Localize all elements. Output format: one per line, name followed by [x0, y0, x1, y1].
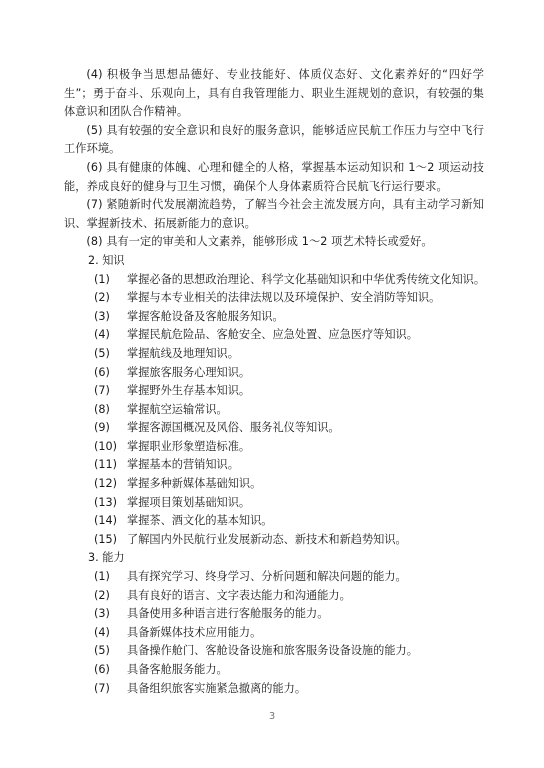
- list-item: [64, 624, 484, 643]
- ability-heading: 3. 能力: [88, 551, 125, 565]
- list-item-number: (12): [94, 477, 117, 491]
- list-item: [64, 326, 484, 345]
- list-item-number: (10): [94, 439, 117, 453]
- list-item-text: 具备组织旅客实施紧急撤离的能力。: [127, 681, 307, 695]
- list-item: [64, 568, 484, 587]
- list-item: [64, 364, 484, 383]
- list-item-number: (4): [94, 328, 110, 342]
- list-item-text: 了解国内外民航行业发展新动态、新技术和新趋势知识。: [127, 532, 407, 546]
- paragraph-4: (4) 积极争当思想品德好、专业技能好、体质仪态好、文化素养好的“四好学生”；勇于奋斗、乐观向上，具有自我管理能力、职业生涯规划的意识，有较强的集体意识和团队合作精神。: [64, 68, 484, 119]
- list-item: [64, 680, 484, 699]
- list-item-number: (6): [94, 663, 110, 676]
- list-item: [64, 271, 484, 290]
- list-item-text: 掌握航空运输常识。: [127, 402, 228, 416]
- list-item-text: 掌握客舱设备及客舱服务知识。: [127, 309, 284, 323]
- paragraph-8: (8) 具有一定的审美和人文素养，能够形成 1～2 项艺术特长或爱好。: [86, 235, 433, 249]
- ability-list: [64, 568, 484, 698]
- list-item-number: (4): [94, 625, 110, 639]
- list-item-number: (1): [94, 570, 110, 584]
- list-item-number: (8): [94, 402, 110, 416]
- list-item-text: 具备新媒体技术应用能力。: [127, 625, 262, 639]
- list-item-number: (2): [94, 588, 110, 602]
- list-item-number: (7): [94, 384, 110, 398]
- list-item-number: (15): [94, 532, 117, 546]
- list-item-text: 掌握基本的营销知识。: [127, 458, 239, 472]
- list-item-text: 掌握客源国概况及风俗、服务礼仪等知识。: [127, 421, 340, 435]
- list-item: [64, 438, 484, 457]
- list-item-text: 掌握与本专业相关的法律法规以及环境保护、安全消防等知识。: [127, 291, 441, 305]
- list-item-text: 具有探究学习、终身学习、分析问题和解决问题的能力。: [127, 570, 407, 584]
- list-item: [64, 512, 484, 531]
- list-item-number: (9): [94, 421, 110, 435]
- list-item-text: 掌握职业形象塑造标准。: [127, 439, 251, 453]
- list-item-text: 具有良好的语言、文字表达能力和沟通能力。: [127, 588, 351, 602]
- list-item: [64, 382, 484, 401]
- list-item: [64, 308, 484, 327]
- list-item: [64, 401, 484, 420]
- list-item-text: 具备客舱服务能力。: [127, 663, 228, 676]
- list-item-text: 掌握多种新媒体基础知识。: [127, 477, 262, 491]
- list-item: [64, 456, 484, 475]
- list-item-number: (6): [94, 365, 110, 379]
- list-item-text: 掌握野外生存基本知识。: [127, 384, 251, 398]
- list-item-number: (1): [94, 272, 110, 286]
- page-number: 3: [268, 711, 276, 722]
- list-item: [64, 494, 484, 513]
- list-item-text: 具备使用多种语言进行客舱服务的能力。: [127, 607, 329, 621]
- list-item-number: (14): [94, 514, 117, 528]
- knowledge-heading: 2. 知识: [88, 253, 125, 267]
- list-item: [64, 289, 484, 308]
- list-item-text: 具备操作舱门、客舱设备设施和旅客服务设备设施的能力。: [127, 644, 418, 658]
- list-item-number: (7): [94, 681, 110, 695]
- list-item-text: 掌握必备的思想政治理论、科学文化基础知识和中华优秀传统文化知识。: [127, 272, 486, 286]
- list-item: [64, 531, 484, 550]
- list-item-number: (5): [94, 346, 110, 360]
- list-item-number: (5): [94, 644, 110, 658]
- list-item-text: 掌握航线及地理知识。: [127, 346, 239, 360]
- paragraph-6: (6) 具有健康的体魄、心理和健全的人格，掌握基本运动知识和 1～2 项运动技能，养成良好的健身与卫生习惯，确保个人身体素质符合民航飞行运行要求。: [64, 160, 484, 193]
- list-item-number: (2): [94, 291, 110, 305]
- paragraph-5: (5) 具有较强的安全意识和良好的服务意识，能够适应民航工作压力与空中飞行工作环境。: [64, 123, 484, 156]
- list-item-number: (13): [94, 495, 117, 509]
- list-item-number: (11): [94, 458, 117, 472]
- list-item: [64, 345, 484, 364]
- list-item-number: (3): [94, 607, 110, 621]
- list-item-text: 掌握茶、酒文化的基本知识。: [127, 514, 273, 528]
- paragraph-7: (7) 紧随新时代发展潮流趋势，了解当今社会主流发展方向，具有主动学习新知识、掌握新技术、拓展新能力的意识。: [64, 198, 484, 230]
- page-content: [64, 66, 484, 698]
- list-item: [64, 475, 484, 494]
- list-item: [64, 419, 484, 438]
- list-item: [64, 661, 484, 680]
- list-item: [64, 642, 484, 661]
- list-item-text: 掌握民航危险品、客舱安全、应急处置、应急医疗等知识。: [127, 328, 418, 342]
- list-item-text: 掌握项目策划基础知识。: [127, 495, 251, 509]
- list-item-text: 掌握旅客服务心理知识。: [127, 365, 251, 379]
- knowledge-list: [64, 271, 484, 550]
- list-item: [64, 587, 484, 606]
- list-item: [64, 605, 484, 624]
- list-item-number: (3): [94, 309, 110, 323]
